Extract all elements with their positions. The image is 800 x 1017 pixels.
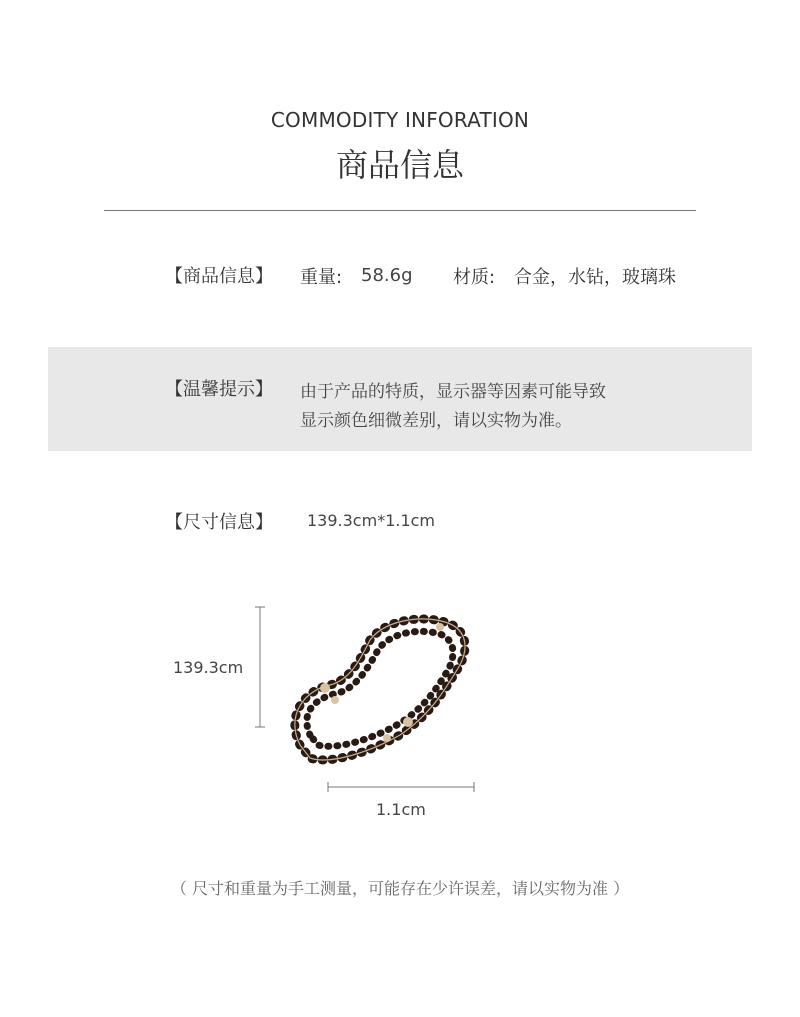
rhinestone-bead xyxy=(331,696,339,704)
size-info-value: 139.3cm*1.1cm xyxy=(307,511,436,530)
necklace-image xyxy=(295,619,465,760)
weight-label: 重量: xyxy=(300,267,343,288)
tips-line-1: 由于产品的特质，显示器等因素可能导致 xyxy=(300,382,606,402)
material-label: 材质: xyxy=(453,267,496,288)
rhinestone-bead xyxy=(403,717,413,727)
weight-value: 58.6g xyxy=(361,265,413,286)
measurement-note: （ 尺寸和重量为手工测量，可能存在少许误差，请以实物为准 ） xyxy=(170,879,630,898)
width-dimension-label: 1.1cm xyxy=(376,800,426,819)
material-value: 合金，水钻，玻璃珠 xyxy=(514,267,676,288)
rhinestone-bead xyxy=(320,683,330,693)
heading-english: COMMODITY INFORATION xyxy=(270,108,530,132)
rhinestone-bead xyxy=(436,623,444,631)
heading-chinese: 商品信息 xyxy=(335,146,464,184)
height-dimension-label: 139.3cm xyxy=(173,658,244,677)
tips-line-2: 显示颜色细微差别，请以实物为准。 xyxy=(300,411,572,431)
tips-label: 【温馨提示】 xyxy=(165,379,273,400)
product-info-label: 【商品信息】 xyxy=(165,266,273,287)
size-info-label: 【尺寸信息】 xyxy=(165,512,273,533)
rhinestone-bead xyxy=(383,734,391,742)
